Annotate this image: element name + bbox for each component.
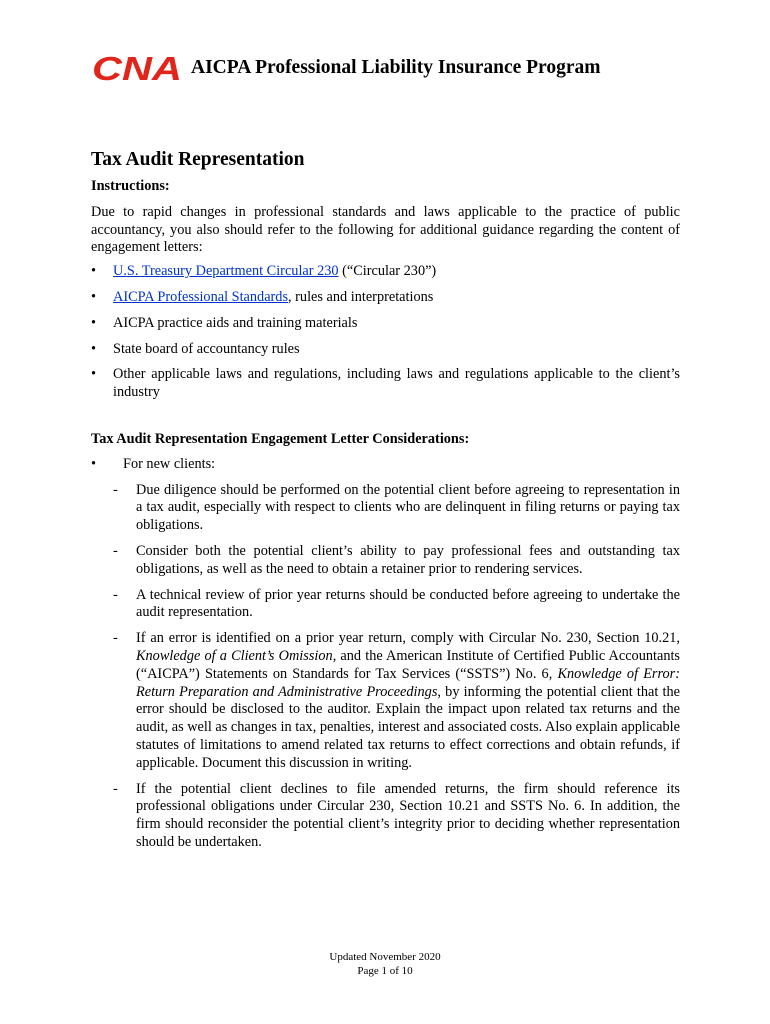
page-footer [0, 950, 770, 978]
dash-marker: - [113, 586, 118, 603]
list-item [113, 630, 680, 772]
updated-date: Updated November 2020 [329, 951, 441, 963]
intro-paragraph: Due to rapid changes in professional standards and laws applicable to the practice of public accountancy, you also should refer to the following for additional guidance regarding the content of engagement letters: [91, 203, 680, 256]
dash-marker: - [113, 630, 118, 647]
list-item-text: Consider both the potential client’s ability to pay professional fees and outstanding tax obligations, as well as the need to obtain a retainer prior to rendering services. [136, 542, 680, 577]
list-item-text: State board of accountancy rules [113, 340, 300, 357]
list-item [91, 341, 680, 359]
list-item-text: If an error is identified on a prior year return, comply with Circular No. 230, Section 10.21, [136, 630, 680, 647]
list-item-text: (“Circular 230”) [338, 263, 437, 280]
list-item-text: Due diligence should be performed on the potential client before agreeing to representation in a tax audit, especially with respect to clients who are delinquent in filing returns or paying tax obligations. [136, 481, 680, 534]
bullet-icon: • [91, 340, 97, 357]
new-clients-item [91, 456, 680, 474]
cna-logo [91, 53, 183, 83]
bullet-icon: • [91, 366, 97, 383]
citation-title: Knowledge of a Client’s Omission [136, 647, 333, 664]
instructions-label: Instructions: [91, 178, 170, 194]
document-body [91, 178, 680, 860]
circular-230-link[interactable]: U.S. Treasury Department Circular 230 [113, 263, 339, 280]
bullet-icon: • [91, 263, 97, 280]
considerations-heading: Tax Audit Representation Engagement Letter Considerations: [91, 430, 470, 447]
bullet-icon: • [91, 314, 97, 331]
list-item-text: If the potential client declines to file amended returns, the firm should reference its professional obligations under Circular 230, Section 10.21 and SSTS No. 6. In addition, the firm should reconsider the potential client’s integrity prior to deciding whether representation should be undertaken. [136, 780, 680, 850]
dash-marker: - [113, 481, 118, 498]
page-number: Page 1 of 10 [357, 965, 413, 977]
page-title: Tax Audit Representation [91, 149, 305, 170]
list-item-text: , by informing the potential client that the error should be disclosed to the auditor. Explain the impact upon related tax returns and the audit, as well as changes in tax, penalties, interest and associated costs. Also explain applicable statutes of limitations to amend related tax returns to effect corrections and obtain refunds, if applicable. Document this discussion in writing. [136, 683, 680, 771]
dash-marker: - [113, 542, 118, 559]
list-item [113, 482, 680, 535]
bullet-icon: • [91, 288, 97, 305]
program-title: AICPA Professional Liability Insurance Program [191, 57, 601, 78]
list-item-text: AICPA practice aids and training materials [113, 314, 358, 331]
page-header [91, 48, 601, 88]
list-item [91, 289, 680, 307]
dash-marker: - [113, 780, 118, 797]
new-clients-label: For new clients: [123, 455, 216, 472]
considerations-list [91, 482, 680, 852]
list-item [91, 263, 680, 281]
list-item [91, 366, 680, 402]
list-item [113, 543, 680, 579]
bullet-icon: • [91, 455, 97, 472]
list-item [113, 587, 680, 623]
aicpa-standards-link[interactable]: AICPA Professional Standards [113, 288, 289, 305]
list-item-text: , rules and interpretations [288, 288, 434, 305]
list-item-text: A technical review of prior year returns should be conducted before agreeing to undertake the audit representation. [136, 586, 680, 621]
guidance-list [91, 263, 680, 402]
list-item-text: Other applicable laws and regulations, including laws and regulations applicable to the client’s industry [113, 366, 680, 401]
citation-title: Knowledge of Error: Return Preparation and Administrative Proceedings [136, 665, 681, 700]
list-item [113, 781, 680, 852]
list-item-text: , and the American Institute of Certified Public Accountants (“AICPA”) Statements on Standards for Tax Services (“SSTS”) No. 6, [136, 647, 680, 682]
cna-logo-text: CNA [92, 53, 182, 83]
list-item [91, 315, 680, 333]
